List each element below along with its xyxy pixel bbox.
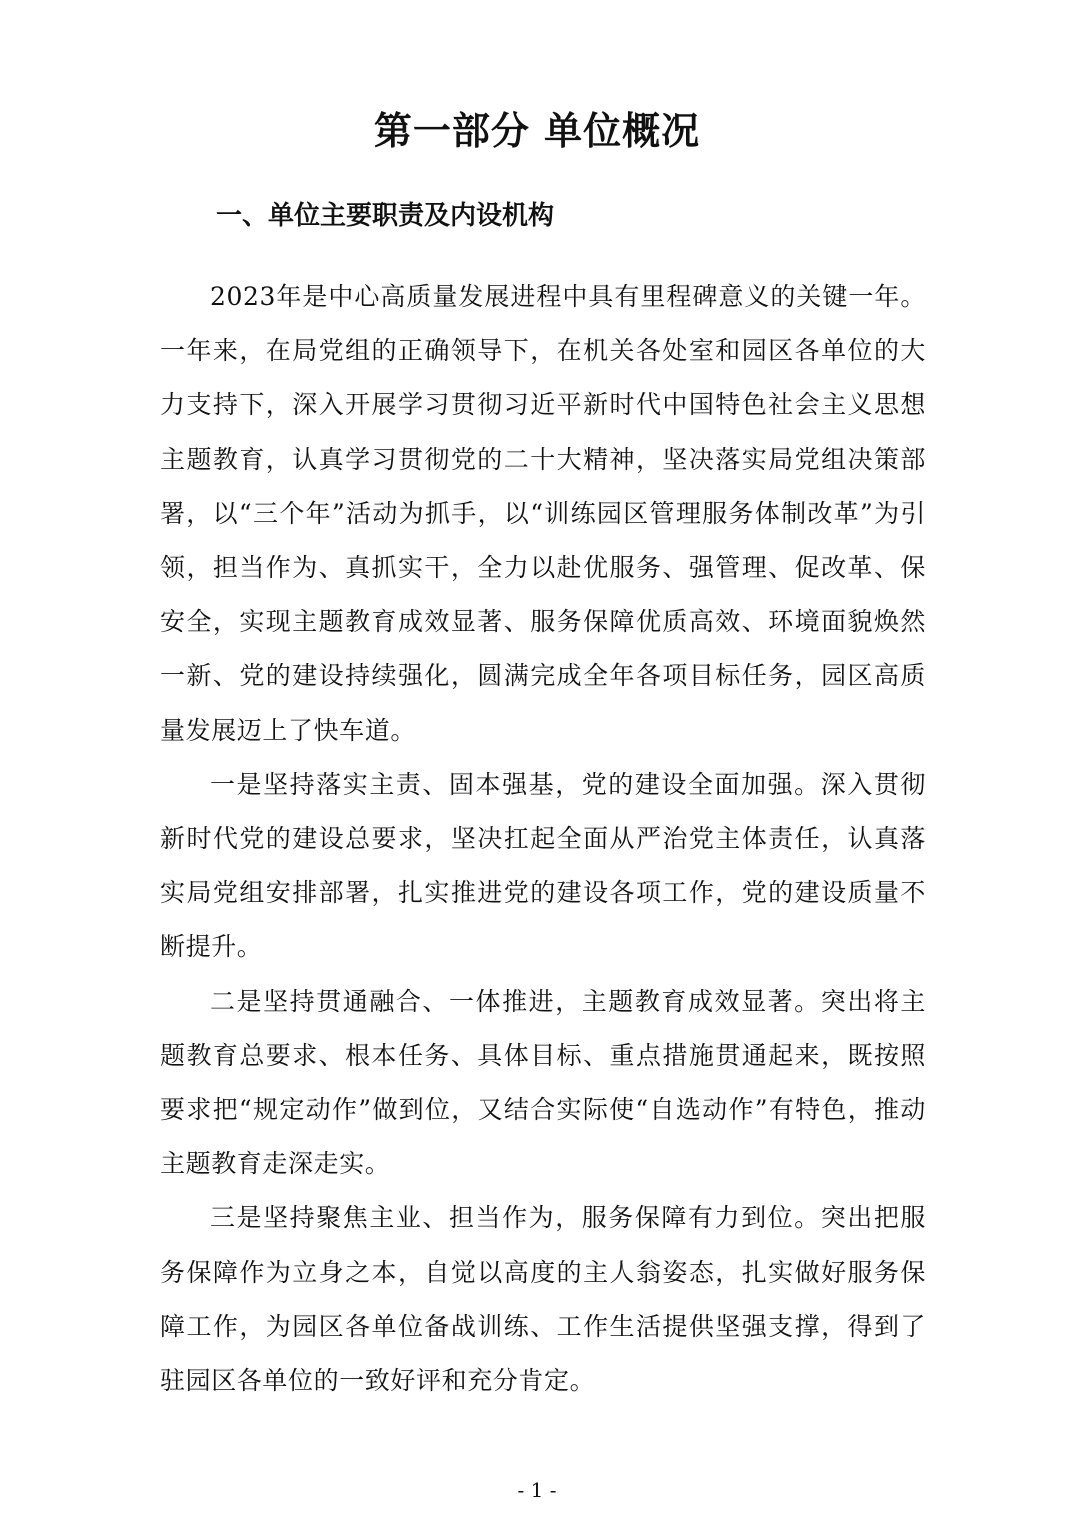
paragraph-party-building: 一是坚持落实主责、固本强基，党的建设全面加强。深入贯彻新时代党的建设总要求，坚决扛起全面从严治党主体责任，认真落实局党组安排部署，扎实推进党的建设各项工作，党的建设质量不断提升。 <box>160 769 926 962</box>
section-heading: 一、单位主要职责及内设机构 <box>216 201 555 231</box>
page-title: 第一部分 单位概况 <box>373 108 701 153</box>
page-number: - 1 - <box>517 1478 557 1502</box>
paragraph-service-support: 三是坚持聚焦主业、担当作为，服务保障有力到位。突出把服务保障作为立身之本，自觉以高度的主人翁姿态，扎实做好服务保障工作，为园区各单位备战训练、工作生活提供坚强支撑，得到了驻园区各单位的一致好评和充分肯定。 <box>160 1203 926 1396</box>
paragraph-intro: 2023年是中心高质量发展进程中具有里程碑意义的关键一年。一年来，在局党组的正确领导下，在机关各处室和园区各单位的大力支持下，深入开展学习贯彻习近平新时代中国特色社会主义思想主题教育，认真学习贯彻党的二十大精神，坚决落实局党组决策部署，以“三个年”活动为抓手，以“训练园区管理服务体制改革”为引领，担当作为、真抓实干，全力以赴优服务、强管理、促改革、保安全，实现主题教育成效显著、服务保障优质高效、环境面貌焕然一新、党的建设持续强化，圆满完成全年各项目标任务，园区高质量发展迈上了快车道。 <box>160 282 926 745</box>
paragraph-theme-education: 二是坚持贯通融合、一体推进，主题教育成效显著。突出将主题教育总要求、根本任务、具体目标、重点措施贯通起来，既按照要求把“规定动作”做到位，又结合实际使“自选动作”有特色，推动主题教育走深走实。 <box>160 986 926 1179</box>
body-text <box>160 270 926 1408</box>
